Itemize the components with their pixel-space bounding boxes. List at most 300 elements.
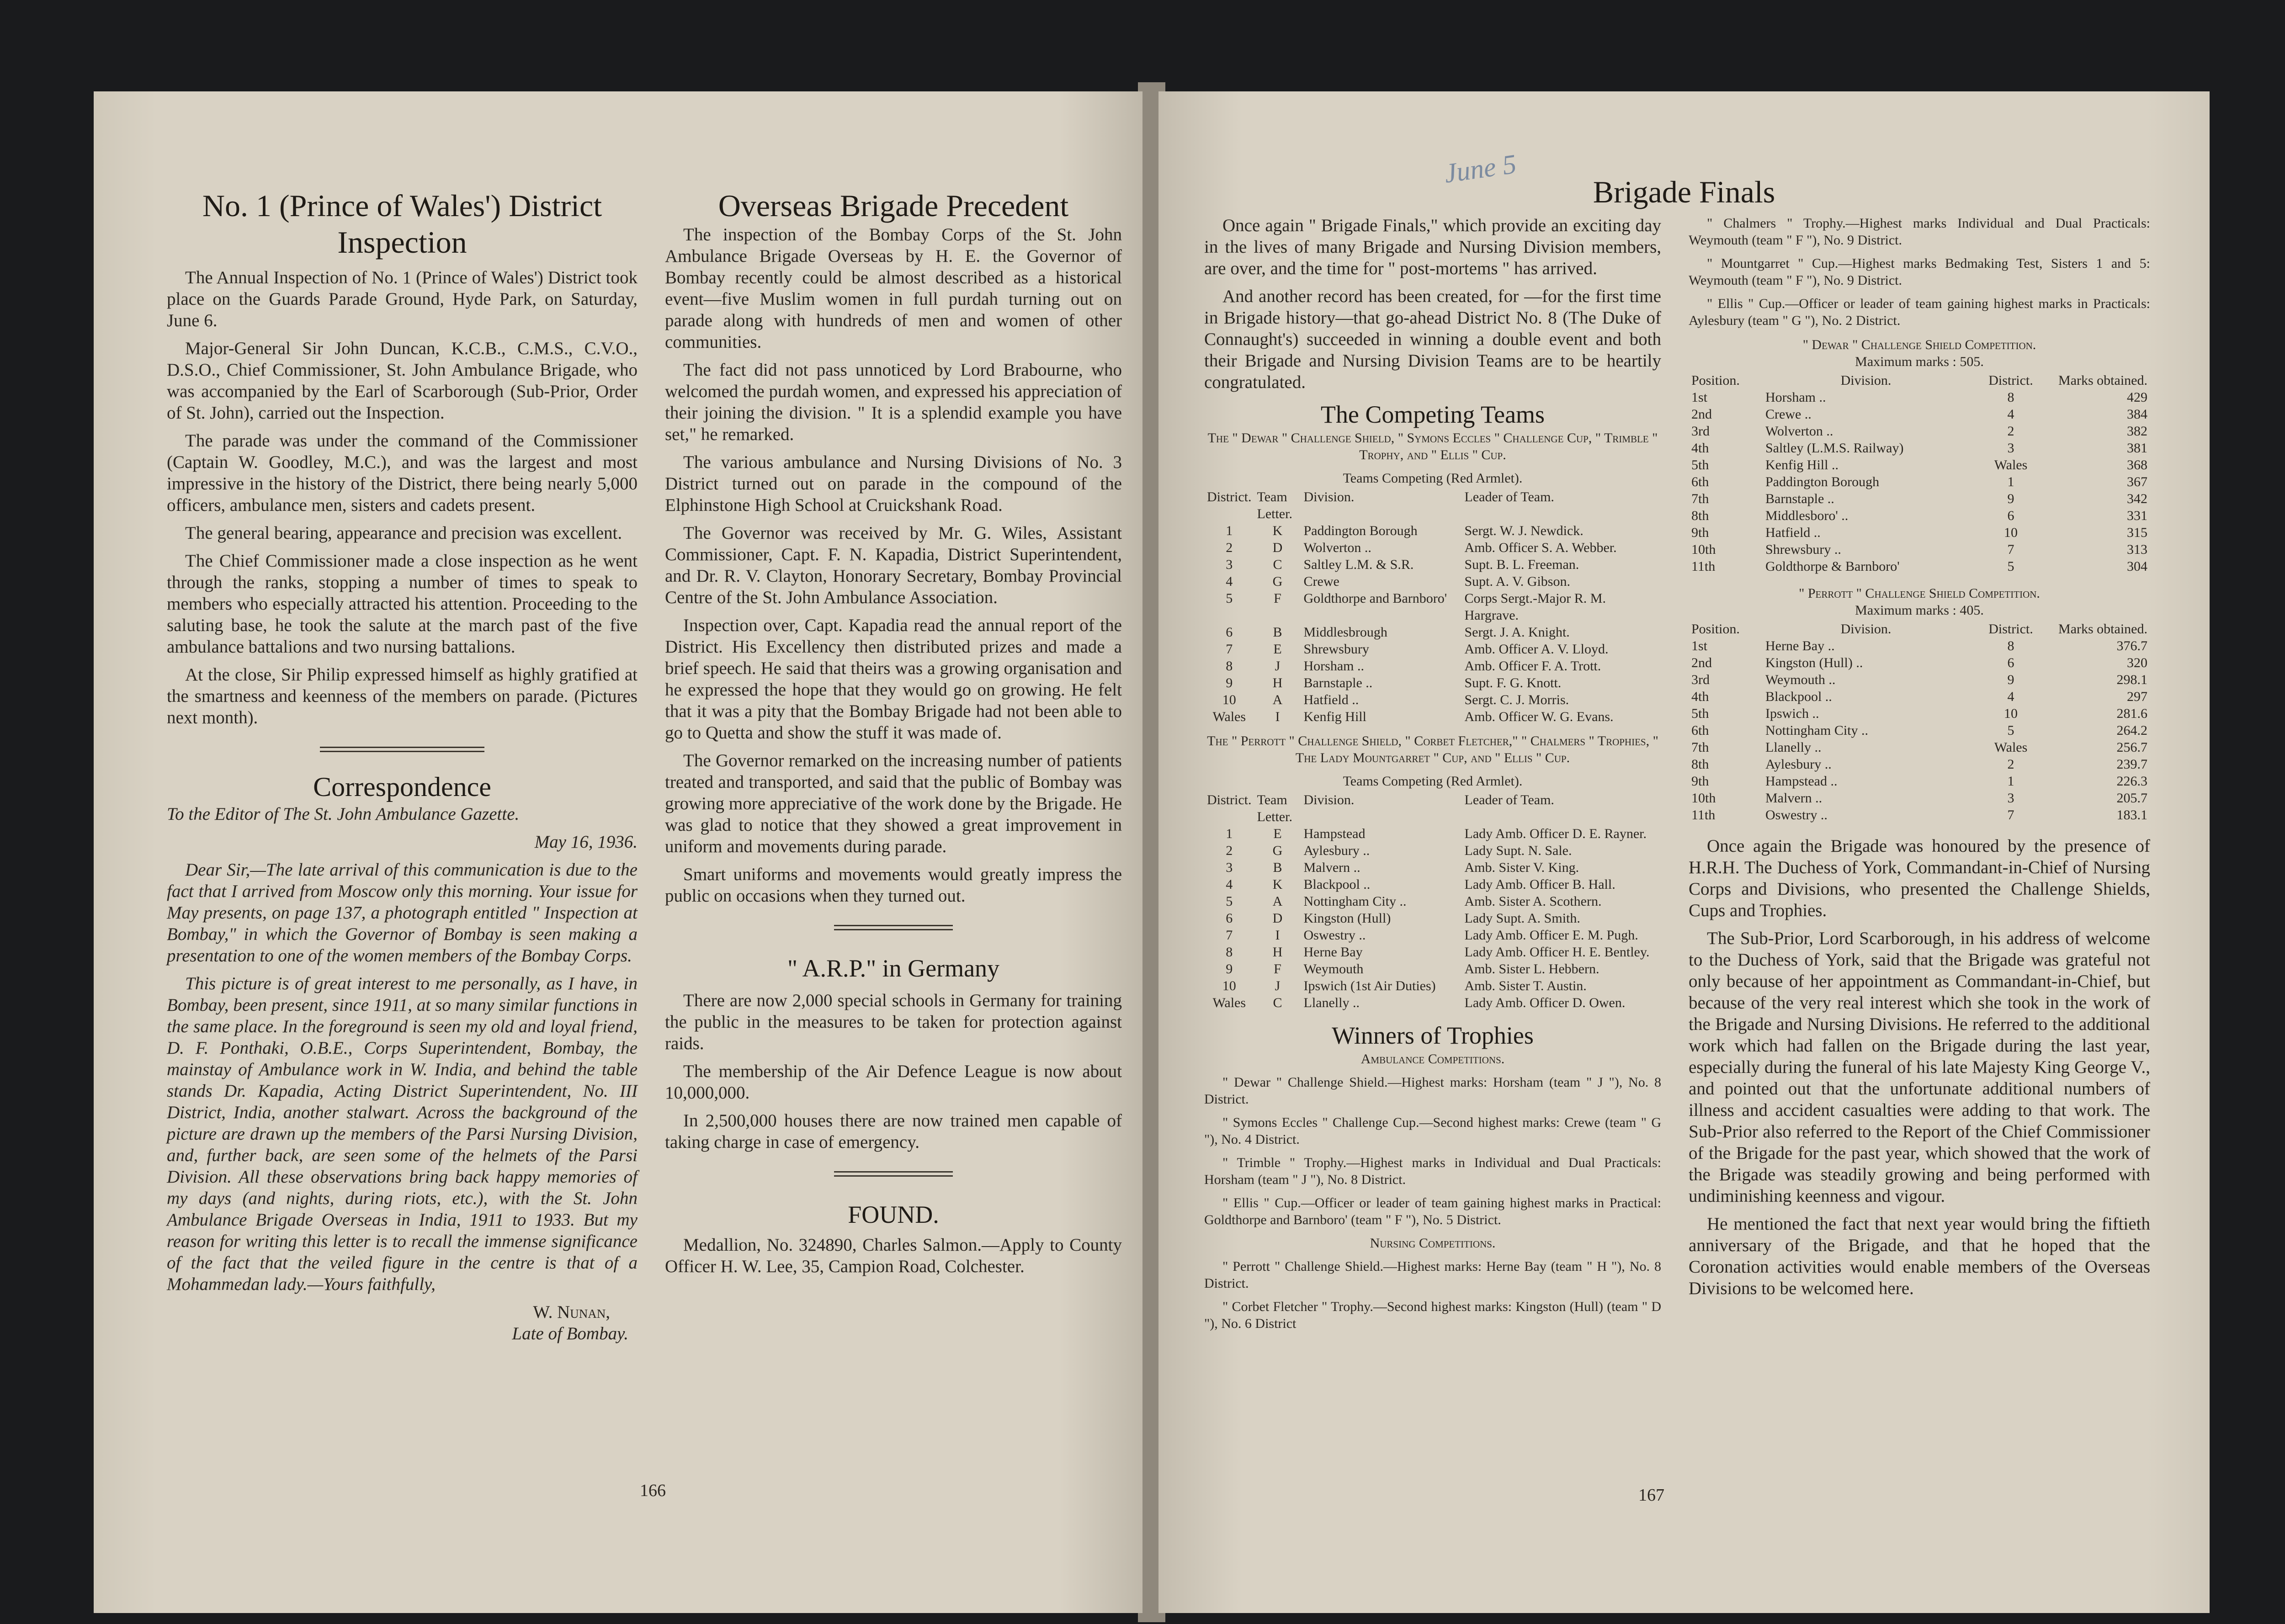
correspondence-to-line: To the Editor of The St. John Ambulance Gazette. <box>167 804 520 824</box>
col-district: District. <box>1207 489 1252 504</box>
table-cell: 3 <box>2007 791 2014 806</box>
table-row <box>1689 739 2150 756</box>
table-cell: Amb. Sister A. Scothern. <box>1464 894 1602 909</box>
table-cell: Amb. Officer F. A. Trott. <box>1464 658 1601 674</box>
table-cell: 7th <box>1691 740 1709 755</box>
table-cell: Llanelly .. <box>1765 740 1822 755</box>
table-cell: E <box>1273 642 1282 657</box>
table-cell: B <box>1273 860 1282 875</box>
table-row <box>1689 807 2150 823</box>
page-number-right: 167 <box>1638 1486 1664 1505</box>
col-division: Division. <box>1840 621 1892 637</box>
col-leader: Leader of Team. <box>1464 489 1554 504</box>
left-page <box>94 91 1142 1613</box>
table-header <box>1204 488 1661 522</box>
table-cell: 205.7 <box>2116 791 2147 806</box>
page-number-left: 166 <box>640 1481 666 1500</box>
table-cell: Supt. B. L. Freeman. <box>1464 557 1579 572</box>
table-cell: 298.1 <box>2116 672 2147 687</box>
table-cell: Hampstead <box>1303 826 1366 841</box>
table-cell: 5 <box>2007 559 2014 574</box>
table-cell: 382 <box>2127 424 2147 439</box>
table-cell: D <box>1272 911 1283 926</box>
table-cell: Oswestry .. <box>1303 928 1366 943</box>
table-cell: Herne Bay .. <box>1765 638 1835 653</box>
col-district: District. <box>1988 621 2033 637</box>
table-cell: Kenfig Hill .. <box>1765 457 1839 472</box>
table-row <box>1689 440 2150 456</box>
table-cell: Sergt. W. J. Newdick. <box>1464 523 1584 538</box>
table-row <box>1689 756 2150 773</box>
table-row <box>1204 994 1661 1011</box>
table-row <box>1204 624 1661 641</box>
section-divider <box>834 925 953 930</box>
table-cell: 315 <box>2127 525 2147 540</box>
district-inspection-title: No. 1 (Prince of Wales') District Inspection <box>202 188 602 260</box>
table-cell: 3 <box>1226 860 1233 875</box>
table-cell: J <box>1275 978 1281 993</box>
table-cell: K <box>1272 877 1283 892</box>
table-cell: Hatfield .. <box>1303 692 1359 707</box>
table-cell: Wales <box>1994 457 2028 472</box>
table-cell: 183.1 <box>2116 807 2147 823</box>
table-cell: 4th <box>1691 689 1709 704</box>
table-row <box>1204 825 1661 842</box>
table-cell: 342 <box>2127 491 2147 506</box>
table-cell: Crewe .. <box>1765 407 1812 422</box>
table-cell: Amb. Sister T. Austin. <box>1464 978 1587 993</box>
table-cell: 320 <box>2127 655 2147 670</box>
ambulance-item-1: " Dewar " Challenge Shield.—Highest marks: Horsham (team " J "), No. 8 District. <box>1204 1075 1661 1107</box>
table-cell: 4th <box>1691 440 1709 456</box>
table-cell: Nottingham City .. <box>1303 894 1407 909</box>
table-cell: 2 <box>2007 757 2014 772</box>
teams-competing-2: Teams Competing (Red Armlet). <box>1343 774 1523 789</box>
ambulance-item-2: " Symons Eccles " Challenge Cup.—Second highest marks: Crewe (team " G "), No. 4 District. <box>1204 1115 1661 1147</box>
table-cell: Weymouth .. <box>1765 672 1836 687</box>
table-cell: 9 <box>2007 491 2014 506</box>
table-cell: Paddington Borough <box>1765 474 1880 489</box>
table-cell: 1st <box>1691 390 1708 405</box>
table-header <box>1689 372 2150 389</box>
left-column-1 <box>167 187 638 1351</box>
competing-table-1-body <box>1204 522 1661 725</box>
ambulance-item-3: " Trimble " Trophy.—Highest marks in Individual and Dual Practicals: Horsham (team " J "), No. 8 District. <box>1204 1155 1661 1187</box>
table-cell: 8th <box>1691 757 1709 772</box>
table-cell: 7 <box>1226 642 1233 657</box>
overseas-para-1: The inspection of the Bombay Corps of the St. John Ambulance Brigade Overseas by H. E. the Governor of Bombay recently could be almost described as a historical event—five Muslim women in full purdah turning out on parade along with hundreds of men and women of other communities. <box>665 225 1122 352</box>
table-cell: Weymouth <box>1303 961 1364 977</box>
table-cell: 8th <box>1691 508 1709 523</box>
table-cell: 1 <box>2007 474 2014 489</box>
table-cell: Wales <box>1212 995 1246 1010</box>
table-cell: 6 <box>1226 625 1233 640</box>
table-cell: 8 <box>1226 658 1233 674</box>
table-row <box>1689 637 2150 654</box>
table-cell: 10th <box>1691 791 1716 806</box>
table-cell: 10 <box>1222 692 1236 707</box>
col2-item-3: " Ellis " Cup.—Officer or leader of team gaining highest marks in Practicals: Aylesbury (team " G "), No. 2 District. <box>1689 296 2150 328</box>
dewar-results-table <box>1689 372 2150 575</box>
table-cell: 3 <box>1226 557 1233 572</box>
table-cell: Ipswich .. <box>1765 706 1819 721</box>
found-title: FOUND. <box>848 1201 939 1228</box>
correspondence-para-1: Dear Sir,—The late arrival of this communication is due to the fact that I arrived from Moscow only this morning. Your issue for May presents, on page 137, a photograph entitled " Inspection at Bombay," in which the Governor of Bombay is seen making a presentation to one of the women members of the Bombay Corps. <box>167 860 638 966</box>
table-cell: 7th <box>1691 491 1709 506</box>
col-position: Position. <box>1691 373 1740 388</box>
table-cell: 2 <box>2007 424 2014 439</box>
table-cell: Lady Amb. Officer D. Owen. <box>1464 995 1626 1010</box>
table-cell: Saltley L.M. & S.R. <box>1303 557 1414 572</box>
table-cell: 9 <box>1226 675 1233 690</box>
table-cell: 429 <box>2127 390 2147 405</box>
table-cell: 6th <box>1691 723 1709 738</box>
table-cell: H <box>1272 945 1283 960</box>
table-cell: Goldthorpe & Barnboro' <box>1765 559 1900 574</box>
table-row <box>1204 674 1661 691</box>
table-cell: Paddington Borough <box>1303 523 1418 538</box>
table-row <box>1204 691 1661 708</box>
table-cell: 7 <box>2007 807 2014 823</box>
col-division: Division. <box>1840 373 1892 388</box>
col2-item-2: " Mountgarret " Cup.—Highest marks Bedmaking Test, Sisters 1 and 5: Weymouth (team " F "), No. 9 District. <box>1689 256 2150 288</box>
table-cell: Amb. Officer W. G. Evans. <box>1464 709 1614 724</box>
table-cell: 256.7 <box>2116 740 2147 755</box>
overseas-para-6: The Governor remarked on the increasing number of patients treated and transported, and said that the public of Bombay was growing more appreciative of the work done by the Brigade. He was glad to notice that they showed a great improvement in uniform and movements during parade. <box>665 751 1122 856</box>
table-cell: D <box>1272 540 1283 555</box>
finals-intro-2: And another record has been created, for —for the first time in Brigade history—that go-ahead District No. 8 (The Duke of Connaught's) succeeded in winning a double event and both their Brigade and Nursing Division Teams are to be heartily congratulated. <box>1204 287 1661 392</box>
table-cell: J <box>1275 658 1281 674</box>
overseas-para-5: Inspection over, Capt. Kapadia read the annual report of the District. His Excellency then distributed prizes and made a brief speech. He said that theirs was a growing organisation and he expressed the hope that they would go on growing. He felt that it was a pity that the Bombay Brigade had not been able to go to Quetta and show the stuff it was made of. <box>665 616 1122 743</box>
col-district: District. <box>1207 792 1252 807</box>
right-page <box>1158 91 2210 1613</box>
found-text: Medallion, No. 324890, Charles Salmon.—Apply to County Officer H. W. Lee, 35, Campion Road, Colchester. <box>665 1235 1122 1276</box>
table-cell: Wolverton .. <box>1303 540 1371 555</box>
overseas-para-3: The various ambulance and Nursing Divisions of No. 3 District turned out on parade in the compound of the Elphinstone High School at Cruickshank Road. <box>665 452 1122 515</box>
table-row <box>1204 927 1661 944</box>
col-marks: Marks obtained. <box>2058 621 2147 637</box>
table-cell: Saltley (L.M.S. Railway) <box>1765 440 1904 456</box>
table-cell: Lady Supt. N. Sale. <box>1464 843 1572 858</box>
right-column-2 <box>1689 215 2150 1306</box>
table-cell: G <box>1272 843 1283 858</box>
perrott-max-marks: Maximum marks : 405. <box>1855 603 1984 618</box>
closing-para-1: Once again the Brigade was honoured by the presence of H.R.H. The Duchess of York, Commandant-in-Chief of Nursing Corps and Divisions, who presented the Challenge Shields, Cups and Trophies. <box>1689 836 2150 920</box>
table-cell: Wales <box>1994 740 2028 755</box>
table-cell: 10 <box>1222 978 1236 993</box>
table-cell: Corps Sergt.-Major R. M. Hargrave. <box>1464 591 1606 623</box>
table-cell: 281.6 <box>2116 706 2147 721</box>
table-cell: 7 <box>1226 928 1233 943</box>
table-cell: Aylesbury .. <box>1303 843 1370 858</box>
table-cell: Ipswich (1st Air Duties) <box>1303 978 1436 993</box>
table-row <box>1204 590 1661 624</box>
table-cell: 331 <box>2127 508 2147 523</box>
table-cell: 376.7 <box>2116 638 2147 653</box>
table-cell: Lady Amb. Officer D. E. Rayner. <box>1464 826 1647 841</box>
table-cell: 5 <box>1226 591 1233 606</box>
ambulance-competitions-heading: Ambulance Competitions. <box>1360 1051 1505 1067</box>
table-cell: 9 <box>2007 672 2014 687</box>
table-cell: Blackpool .. <box>1765 689 1832 704</box>
table-cell: A <box>1272 894 1283 909</box>
arp-para-1: There are now 2,000 special schools in Germany for training the public in the measures to be taken for protection against raids. <box>665 991 1122 1053</box>
table-cell: Kingston (Hull) <box>1303 911 1391 926</box>
table-cell: C <box>1273 557 1282 572</box>
table-cell: Hatfield .. <box>1765 525 1821 540</box>
table-cell: 5 <box>1226 894 1233 909</box>
table-cell: Supt. A. V. Gibson. <box>1464 574 1570 589</box>
table-row <box>1689 688 2150 705</box>
table-cell: Malvern .. <box>1765 791 1823 806</box>
left-column-2 <box>665 187 1122 1284</box>
table-cell: 226.3 <box>2116 774 2147 789</box>
table-cell: 10th <box>1691 542 1716 557</box>
table-cell: 4 <box>1226 877 1233 892</box>
table-cell: 6 <box>2007 655 2014 670</box>
table-cell: 2nd <box>1691 407 1712 422</box>
perrott-result-title: " Perrott " Challenge Shield Competition. <box>1799 586 2040 601</box>
section-divider <box>834 1171 953 1177</box>
table-cell: I <box>1275 709 1280 724</box>
table-cell: Kenfig Hill <box>1303 709 1366 724</box>
table-cell: C <box>1273 995 1282 1010</box>
table-cell: Amb. Officer S. A. Webber. <box>1464 540 1617 555</box>
table-cell: 10 <box>2004 525 2018 540</box>
table-cell: Kingston (Hull) .. <box>1765 655 1863 670</box>
table-cell: Llanelly .. <box>1303 995 1360 1010</box>
competing-table-2-body <box>1204 825 1661 1011</box>
table-cell: 367 <box>2127 474 2147 489</box>
table-cell: Supt. F. G. Knott. <box>1464 675 1562 690</box>
table-row <box>1204 708 1661 725</box>
dewar-caption: The " Dewar " Challenge Shield, " Symons Eccles " Challenge Cup, " Trimble " Trophy, and " Ellis " Cup. <box>1207 430 1658 462</box>
table-row <box>1204 910 1661 927</box>
table-cell: Middlesboro' .. <box>1765 508 1849 523</box>
table-cell: K <box>1272 523 1283 538</box>
table-cell: Sergt. J. A. Knight. <box>1464 625 1570 640</box>
table-row <box>1204 641 1661 658</box>
inspection-para-3: The parade was under the command of the Commissioner (Captain W. Goodley, M.C.), and was the largest and most impressive in the history of the District, there being nearly 5,000 officers, ambulance men, sisters and cadets present. <box>167 431 638 515</box>
table-cell: 297 <box>2127 689 2147 704</box>
table-cell: 3 <box>2007 440 2014 456</box>
table-cell: Barnstaple .. <box>1765 491 1834 506</box>
table-row <box>1204 522 1661 539</box>
col-division: Division. <box>1303 792 1355 807</box>
table-cell: Blackpool .. <box>1303 877 1371 892</box>
table-cell: 6 <box>1226 911 1233 926</box>
table-row <box>1204 944 1661 961</box>
closing-para-2: The Sub-Prior, Lord Scarborough, in his address of welcome to the Duchess of York, said that the Brigade was grateful not only because of her appointment as Commandant-in-Chief, but because of the very real interest which she took in the work of the Brigade and Nursing Divisions. He referred to the additional work which had fallen on the Brigade during the last year, especially during the funeral of his late Majesty King George V., and pointed out that the unfortunate additional numbers of illness and accident casualties were adding to that work. The Sub-Prior also referred to the Report of the Chief Commissioner of the Brigade for the past year, which showed that the work of the Brigade was steadily growing and being performed with undiminishing keenness and vigour. <box>1689 929 2150 1206</box>
table-cell: 3rd <box>1691 672 1710 687</box>
col-team-letter: Team Letter. <box>1257 792 1292 824</box>
table-cell: Crewe <box>1303 574 1339 589</box>
arp-para-3: In 2,500,000 houses there are now trained men capable of taking charge in case of emergency. <box>665 1111 1122 1152</box>
table-cell: 1 <box>1226 523 1233 538</box>
table-cell: 264.2 <box>2116 723 2147 738</box>
pencil-annotation: June 5 <box>1442 149 1519 189</box>
table-cell: 1 <box>2007 774 2014 789</box>
table-cell: 9 <box>1226 961 1233 977</box>
table-cell: Aylesbury .. <box>1765 757 1832 772</box>
table-row <box>1689 558 2150 575</box>
perrott-results-table <box>1689 621 2150 823</box>
table-cell: B <box>1273 625 1282 640</box>
table-cell: 2nd <box>1691 655 1712 670</box>
table-header <box>1204 791 1661 825</box>
table-cell: Amb. Sister V. King. <box>1464 860 1579 875</box>
inspection-para-2: Major-General Sir John Duncan, K.C.B., C.M.S., C.V.O., D.S.O., Chief Commissioner, St. John Ambulance Brigade, who was accompanied by the Earl of Scarborough (Sub-Prior, Order of St. John), carried out the Inspection. <box>167 339 638 423</box>
table-cell: 384 <box>2127 407 2147 422</box>
table-cell: 9th <box>1691 525 1709 540</box>
arp-para-2: The membership of the Air Defence League is now about 10,000,000. <box>665 1061 1122 1103</box>
table-cell: Wales <box>1212 709 1246 724</box>
teams-competing-1: Teams Competing (Red Armlet). <box>1343 471 1523 486</box>
table-cell: I <box>1275 928 1280 943</box>
table-row <box>1689 473 2150 490</box>
correspondence-signature: W. Nunan, <box>533 1302 610 1322</box>
table-row <box>1689 406 2150 423</box>
nursing-competitions-heading: Nursing Competitions. <box>1370 1236 1496 1251</box>
table-cell: Amb. Officer A. V. Lloyd. <box>1464 642 1609 657</box>
table-row <box>1689 524 2150 541</box>
table-cell: 5th <box>1691 457 1709 472</box>
col2-item-1: " Chalmers " Trophy.—Highest marks Individual and Dual Practicals: Weymouth (team " F "), No. 9 District. <box>1689 216 2150 248</box>
col-marks: Marks obtained. <box>2058 373 2147 388</box>
table-cell: E <box>1273 826 1282 841</box>
dewar-results-body <box>1689 389 2150 575</box>
table-cell: 8 <box>1226 945 1233 960</box>
ambulance-item-4: " Ellis " Cup.—Officer or leader of team gaining highest marks in Practical: Goldthorpe and Barnboro' (team " F "), No. 5 District. <box>1204 1195 1661 1227</box>
inspection-para-5: The Chief Commissioner made a close inspection as he went through the ranks, stopping a number of times to speak to members who especially attracted his attention. Proceeding to the saluting base, he took the salute at the march past of the five ambulance battalions and two nursing battalions. <box>167 551 638 657</box>
table-row <box>1689 507 2150 524</box>
table-cell: 313 <box>2127 542 2147 557</box>
correspondence-title: Correspondence <box>313 772 491 802</box>
table-cell: Oswestry .. <box>1765 807 1828 823</box>
correspondence-date: May 16, 1936. <box>534 832 638 852</box>
table-cell: 239.7 <box>2116 757 2147 772</box>
table-cell: 10 <box>2004 706 2018 721</box>
overseas-para-4: The Governor was received by Mr. G. Wiles, Assistant Commissioner, Capt. F. N. Kapadia, District Superintendent, and Dr. R. V. Clayton, Honorary Secretary, Bombay Provincial Centre of the St. John Ambulance Association. <box>665 523 1122 607</box>
table-row <box>1204 573 1661 590</box>
table-cell: A <box>1272 692 1283 707</box>
table-cell: Herne Bay <box>1303 945 1363 960</box>
table-row <box>1689 456 2150 473</box>
table-cell: H <box>1272 675 1283 690</box>
right-column-1 <box>1204 215 1661 1338</box>
table-row <box>1204 859 1661 876</box>
col-leader: Leader of Team. <box>1464 792 1554 807</box>
table-cell: 3rd <box>1691 424 1710 439</box>
table-cell: 304 <box>2127 559 2147 574</box>
table-cell: 1 <box>1226 826 1233 841</box>
table-cell: 1st <box>1691 638 1708 653</box>
perrott-results-body <box>1689 637 2150 823</box>
table-cell: 9th <box>1691 774 1709 789</box>
table-cell: F <box>1274 961 1281 977</box>
table-header <box>1689 621 2150 637</box>
table-cell: 7 <box>2007 542 2014 557</box>
table-cell: Malvern .. <box>1303 860 1360 875</box>
overseas-title: Overseas Brigade Precedent <box>718 188 1069 223</box>
inspection-para-1: The Annual Inspection of No. 1 (Prince of Wales') District took place on the Guards Parade Ground, Hyde Park, on Saturday, June 6. <box>167 268 638 330</box>
table-cell: 4 <box>2007 689 2014 704</box>
table-cell: F <box>1274 591 1281 606</box>
table-cell: Lady Amb. Officer E. M. Pugh. <box>1464 928 1638 943</box>
table-row <box>1204 893 1661 910</box>
table-cell: 6 <box>2007 508 2014 523</box>
table-cell: 5 <box>2007 723 2014 738</box>
table-cell: 2 <box>1226 540 1233 555</box>
closing-para-3: He mentioned the fact that next year would bring the fiftieth anniversary of the Brigade, and that he hoped that the Coronation activities would enable members of the Overseas Divisions to be welcomed here. <box>1689 1214 2150 1298</box>
table-cell: 2 <box>1226 843 1233 858</box>
table-cell: 8 <box>2007 390 2014 405</box>
table-row <box>1689 541 2150 558</box>
arp-title: " A.R.P." in Germany <box>787 955 1000 982</box>
table-cell: Sergt. C. J. Morris. <box>1464 692 1569 707</box>
dewar-max-marks: Maximum marks : 505. <box>1855 354 1984 369</box>
table-cell: 4 <box>2007 407 2014 422</box>
table-cell: 11th <box>1691 559 1716 574</box>
table-row <box>1204 658 1661 674</box>
table-cell: Hampstead .. <box>1765 774 1838 789</box>
table-cell: Lady Amb. Officer H. E. Bentley. <box>1464 945 1650 960</box>
table-row <box>1204 842 1661 859</box>
table-row <box>1689 389 2150 406</box>
table-cell: Middlesbrough <box>1303 625 1387 640</box>
col-district: District. <box>1988 373 2033 388</box>
competing-table-2 <box>1204 791 1661 1011</box>
brigade-finals-title: Brigade Finals <box>1593 175 1775 209</box>
col-team-letter: Team Letter. <box>1257 489 1292 521</box>
correspondence-para-2: This picture is of great interest to me personally, as I have, in Bombay, been present, since 1911, at so many similar functions in the same place. In the foreground is seen my old and loyal friend, D. F. Ponthaki, O.B.E., Corps Superintendent, Bombay, the mainstay of Ambulance work in W. India, and behind the table stands Dr. Kapadia, Acting District Superintendent, No. III District, India, another stalwart. Across the background of the picture are drawn up the members of the Parsi Nursing Division, and, further back, are seen some of the helmets of the Parsi Division. All these observations bring back happy memories of my days (and nights, during riots, etc.), with the St. John Ambulance Brigade Overseas in India, 1911 to 1933. But my reason for writing this letter is to recall the immense significance of the fact that the veiled figure in the centre is that of a Mohammedan lady.—Yours faithfully, <box>167 974 638 1294</box>
table-row <box>1689 671 2150 688</box>
table-cell: Goldthorpe and Barnboro' <box>1303 591 1447 606</box>
table-cell: 368 <box>2127 457 2147 472</box>
table-cell: 6th <box>1691 474 1709 489</box>
table-cell: Nottingham City .. <box>1765 723 1868 738</box>
correspondence-signature-title: Late of Bombay. <box>512 1324 628 1343</box>
finals-intro-1: Once again " Brigade Finals," which provide an exciting day in the lives of many Brigade and Nursing Division members, are over, and the time for " post-mortems " has arrived. <box>1204 216 1661 278</box>
table-row <box>1689 490 2150 507</box>
competing-teams-title: The Competing Teams <box>1320 401 1545 428</box>
winners-title: Winners of Trophies <box>1332 1022 1534 1049</box>
table-cell: Lady Supt. A. Smith. <box>1464 911 1580 926</box>
nursing-item-1: " Perrott " Challenge Shield.—Highest marks: Herne Bay (team " H "), No. 8 District. <box>1204 1259 1661 1291</box>
inspection-para-6: At the close, Sir Philip expressed himself as highly gratified at the smartness and keenness of the members on parade. (Pictures next month). <box>167 665 638 727</box>
table-cell: 381 <box>2127 440 2147 456</box>
table-row <box>1204 539 1661 556</box>
table-row <box>1204 977 1661 994</box>
table-cell: Shrewsbury .. <box>1765 542 1841 557</box>
table-cell: Amb. Sister L. Hebbern. <box>1464 961 1600 977</box>
table-cell: Horsham .. <box>1303 658 1364 674</box>
table-cell: Wolverton .. <box>1765 424 1833 439</box>
competing-table-1 <box>1204 488 1661 725</box>
col-division: Division. <box>1303 489 1355 504</box>
table-cell: 4 <box>1226 574 1233 589</box>
table-row <box>1204 961 1661 977</box>
table-row <box>1689 423 2150 440</box>
table-row <box>1689 705 2150 722</box>
dewar-result-title: " Dewar " Challenge Shield Competition. <box>1802 337 2036 352</box>
table-cell: 5th <box>1691 706 1709 721</box>
table-cell: Shrewsbury <box>1303 642 1369 657</box>
table-row <box>1689 722 2150 739</box>
table-row <box>1204 876 1661 893</box>
table-row <box>1689 654 2150 671</box>
table-cell: Barnstaple .. <box>1303 675 1373 690</box>
